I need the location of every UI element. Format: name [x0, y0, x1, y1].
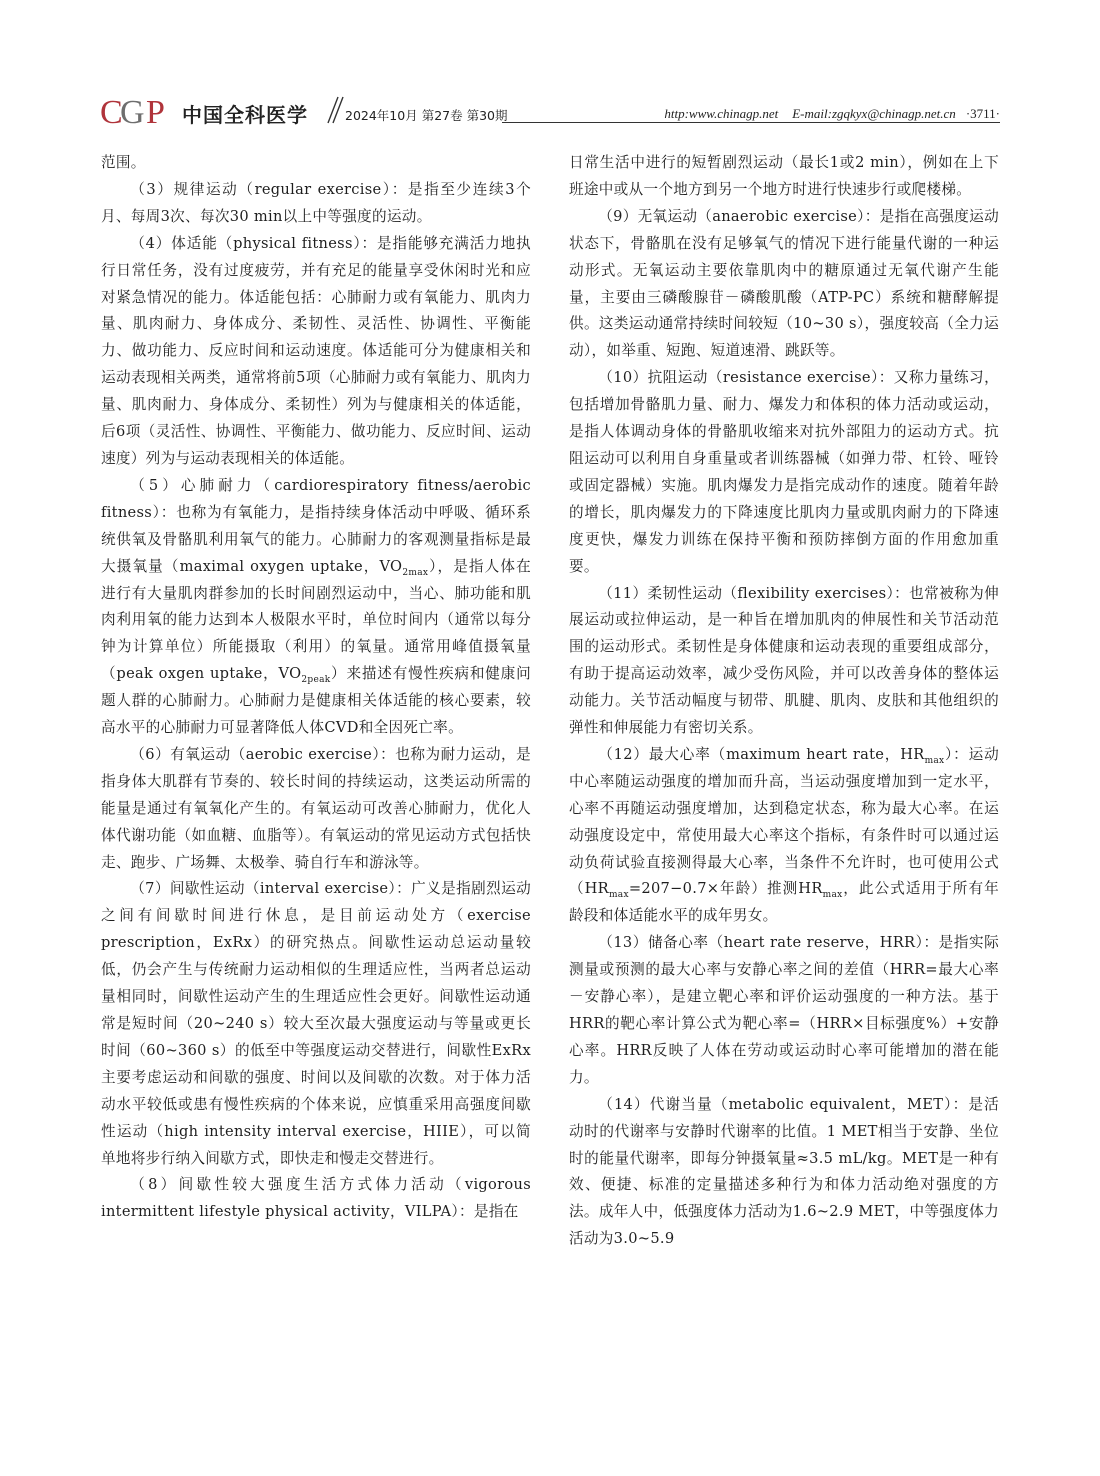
paragraph-physical-fitness: （4）体适能（physical fitness）：是指能够充满活力地执行日常任务，没有过度疲劳，并有充足的能量享受休闲时光和应对紧急情况的能力。体适能包括：心肺耐力或有氧能力、肌肉力量、肌肉耐力、身体成分、柔韧性、灵活性、协调性、平衡能力、做功能力、反应时间和运动速度。体适能可分为健康相关和运动表现相关两类，通常将前5项（心肺耐力或有氧能力、肌肉力量、肌肉耐力、身体成分、柔韧性）列为与健康相关的体适能，后6项（灵活性、协调性、平衡能力、做功能力、反应时间、运动速度）列为与运动表现相关的体适能。	[101, 234, 531, 467]
logo-letter-c: C	[100, 95, 123, 127]
page-header	[100, 93, 1000, 129]
paragraph-interval-exercise: （7）间歇性运动（interval exercise）：广义是指剧烈运动之间有间歇时间进行休息，是目前运动处方（exercise prescription，ExRx）的研究热点。间歇性运动总运动量较低，仍会产生与传统耐力运动相似的生理适应性，当两者总运动量相同时，间歇性运动产生的生理适应性会更好。间歇性运动通常是短时间（20~240 s）较大至次最大强度运动与等量或更长时间（60~360 s）的低至中等强度运动交替进行，间歇性ExRx主要考虑运动和间歇的强度、时间以及间歇的次数。对于体力活动水平较低或患有慢性疾病的个体来说，应慎重采用高强度间歇性运动（high intensity interval exercise，HIIE），可以简单地将步行纳入间歇方式，即快走和慢走交替进行。	[101, 880, 531, 1167]
text-run: ，此公式适用于所有年龄段和体适能水平的成年男女。	[569, 880, 999, 925]
subscript: 2peak	[301, 675, 331, 686]
subscript: 2max	[402, 567, 429, 578]
paragraph-vilpa: （8）间歇性较大强度生活方式体力活动（vigorous intermittent lifestyle physical activity，VILPA）：是指在	[101, 1176, 531, 1221]
paragraph-heart-rate-reserve: （13）储备心率（heart rate reserve，HRR）：是指实际测量或预测的最大心率与安静心率之间的差值（HRR=最大心率－安静心率），是建立靶心率和评价运动强度的一种方法。基于HRR的靶心率计算公式为靶心率=（HRR×目标强度%）+安静心率。HRR反映了人体在劳动或运动时心率可能增加的潜在能力。	[569, 934, 999, 1086]
subscript: max	[924, 755, 945, 766]
logo-letter-p: P	[146, 95, 165, 127]
text-run: ）：运动中心率随运动强度的增加而升高，当运动强度增加到一定水平，心率不再随运动强度增加，达到稳定状态，称为最大心率。在运动强度设定中，常使用最大心率这个指标，有条件时可以通过运动负荷试验直接测得最大心率，当条件不允许时，也可使用公式（HR	[569, 745, 999, 898]
subscript: max	[608, 890, 629, 901]
text-run: （5）心肺耐力（cardiorespiratory fitness/aerobic fitness）：也称为有氧能力，是指持续身体活动中呼吸、循环系统供氧及骨骼肌利用氧气的能力。心肺耐力的客观测量指标是最大摄氧量（maximal oxygen uptake，VO	[101, 476, 531, 575]
paragraph-anaerobic-exercise: （9）无氧运动（anaerobic exercise）：是指在高强度运动状态下，骨骼肌在没有足够氧气的情况下进行能量代谢的一种运动形式。无氧运动主要依靠肌肉中的糖原通过无氧代谢产生能量，主要由三磷酸腺苷－磷酸肌酸（ATP-PC）系统和糖酵解提供。这类运动通常持续时间较短（10~30 s），强度较高（全力运动），如举重、短跑、短道速滑、跳跃等。	[569, 207, 999, 360]
right-column	[569, 150, 999, 1253]
paragraph-cardiorespiratory-fitness	[101, 473, 531, 742]
journal-email[interactable]: E-mail:zgqkyx@chinagp.net.cn	[792, 106, 956, 121]
paragraph-metabolic-equivalent: （14）代谢当量（metabolic equivalent，MET）：是活动时的代谢率与安静时代谢率的比值。1 MET相当于安静、坐位时的能量代谢率，即每分钟摄氧量≈3.5 mL/kg。MET是一种有效、便捷、标准的定量描述多种行为和体力活动绝对强度的方法。成年人中，低强度体力活动为1.6~2.9 MET，中等强度体力活动为3.0~5.9	[569, 1095, 999, 1248]
paragraph-aerobic-exercise: （6）有氧运动（aerobic exercise）：也称为耐力运动，是指身体大肌群有节奏的、较长时间的持续运动，这类运动所需的能量是通过有氧氧化产生的。有氧运动可改善心肺耐力，优化人体代谢功能（如血糖、血脂等）。有氧运动的常见运动方式包括快走、跑步、广场舞、太极拳、骑自行车和游泳等。	[101, 745, 531, 871]
header-right	[664, 106, 1000, 122]
paragraph-flexibility-exercises: （11）柔韧性运动（flexibility exercises）：也常被称为伸展运动或拉伸运动，是一种旨在增加肌肉的伸展性和关节活动范围的运动形式。柔韧性是身体健康和运动表现的重要组成部分，有助于提高运动效率，减少受伤风险，并可以改善身体的整体运动能力。关节活动幅度与韧带、肌腱、肌肉、皮肤和其他组织的弹性和伸展能力有密切关系。	[569, 584, 999, 737]
paragraph-regular-exercise: （3）规律运动（regular exercise）：是指至少连续3个月、每周3次、每次30 min以上中等强度的运动。	[101, 180, 531, 225]
text-run: ）来描述有慢性疾病和健康问题人群的心肺耐力。心肺耐力是健康相关体适能的核心要素，较高水平的心肺耐力可显著降低人体CVD和全因死亡率。	[101, 665, 531, 737]
text-run: =207−0.7×年龄）推测HR	[628, 880, 823, 898]
paragraph: 范围。	[101, 154, 146, 171]
text-run: ），是指人体在进行有大量肌肉群参加的长时间剧烈运动中，当心、肺功能和肌肉利用氧的能力达到本人极限水平时，单位时间内（通常以每分钟为计算单位）所能摄取（利用）的氧量。通常用峰值摄氧量（peak oxgen uptake，VO	[101, 557, 531, 683]
page-number: ·3711·	[965, 106, 1000, 121]
issue-info: 2024年10月 第27卷 第30期	[345, 108, 508, 123]
logo-letter-g: G	[120, 95, 145, 127]
journal-url[interactable]: http:www.chinagp.net	[664, 106, 779, 121]
slash-divider-icon	[324, 93, 346, 125]
subscript: max	[822, 890, 843, 901]
paragraph-maximum-heart-rate	[569, 742, 999, 930]
paragraph-resistance-exercise: （10）抗阻运动（resistance exercise）：又称力量练习，包括增加骨骼肌力量、耐力、爆发力和体积的体力活动或运动，是指人体调动身体的骨骼肌收缩来对抗外部阻力的运动方式。抗阻运动可以利用自身重量或者训练器械（如弹力带、杠铃、哑铃或固定器械）实施。肌肉爆发力是指完成动作的速度。随着年龄的增长，肌肉爆发力的下降速度比肌肉力量或肌肉耐力的下降速度更快，爆发力训练在保持平衡和预防摔倒方面的作用愈加重要。	[569, 369, 999, 575]
text-run: （12）最大心率（maximum heart rate，HR	[598, 745, 925, 763]
header-rule	[502, 122, 1000, 123]
journal-logo	[100, 95, 180, 127]
journal-name: 中国全科医学	[182, 103, 308, 127]
paragraph: 日常生活中进行的短暂剧烈运动（最长1或2 min），例如在上下班途中或从一个地方到另一个地方时进行快速步行或爬楼梯。	[569, 154, 999, 198]
left-column	[101, 150, 531, 1226]
